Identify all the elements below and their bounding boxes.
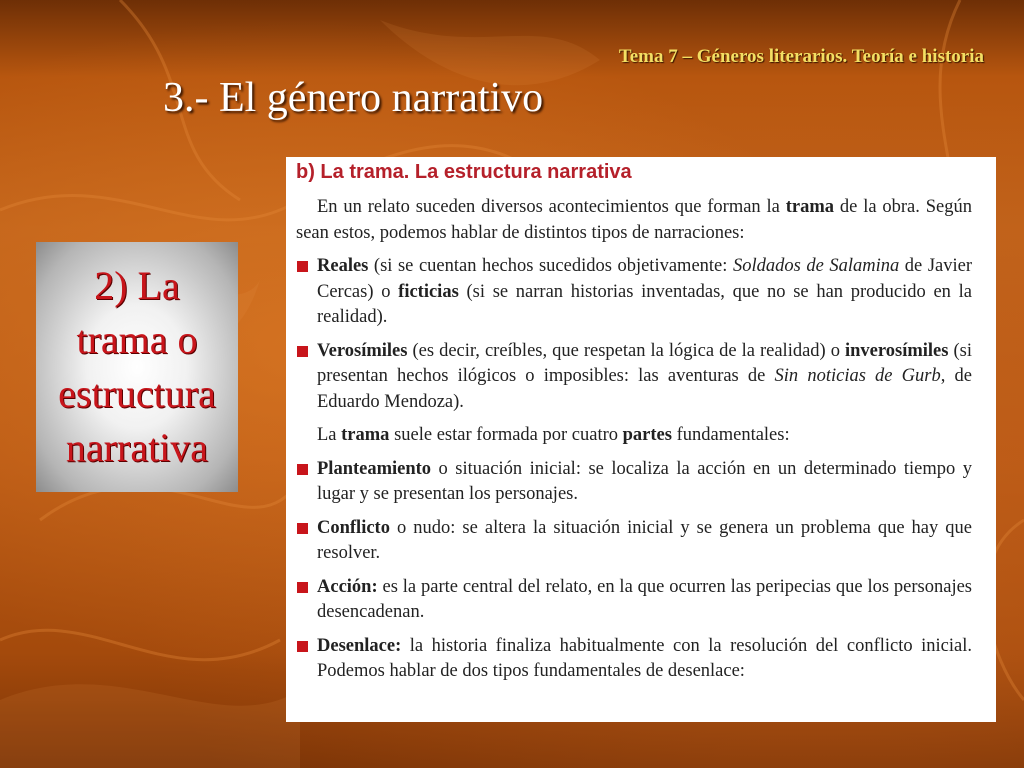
section-label [58,259,216,475]
section-label-line: trama o [76,317,198,362]
bullet-square-icon [297,582,308,593]
list-item: Planteamiento o situación inicial: se localiza la acción en un determinado tiempo y lugar y se presentan los personajes. [296,457,972,508]
list-item: Conflicto o nudo: se altera la situación inicial y se genera un problema que hay que resolver. [296,516,972,567]
list-item: Acción: es la parte central del relato, en la que ocurren las peripecias que los personajes desencadenan. [296,575,972,626]
slide-title: 3.- El género narrativo [163,75,544,121]
slide-header: Tema 7 – Géneros literarios. Teoría e historia [618,46,984,67]
textbook-excerpt [286,157,996,722]
bullet-square-icon [297,641,308,652]
bullet-square-icon [297,261,308,272]
middle-paragraph: La trama suele estar formada por cuatro partes fundamentales: [317,425,790,445]
list-item: Verosímiles (es decir, creíbles, que respetan la lógica de la realidad) o inverosímiles (si presentan hechos ilógicos o imposibles: las aventuras de Sin noticias de Gurb, de Eduardo Mendoza). [296,339,972,416]
bullet-square-icon [297,464,308,475]
section-label-box [36,242,238,492]
list-item: Desenlace: la historia finaliza habitualmente con la resolución del conflicto inicial. Podemos hablar de dos tipos fundamentales de desenlace: [296,634,972,685]
section-label-line: narrativa [65,425,209,470]
excerpt-heading: b) La trama. La estructura narrativa [296,161,632,183]
list-item: Reales (si se cuentan hechos sucedidos objetivamente: Soldados de Salamina de Javier Cercas) o ficticias (si se narran historias inventadas, que no se han producido en la realidad). [296,254,972,331]
bullet-square-icon [297,346,308,357]
section-label-line: estructura [58,371,216,416]
bullet-square-icon [297,523,308,534]
section-label-line: 2) La [94,263,180,308]
intro-paragraph: En un relato suceden diversos acontecimientos que forman la trama de la obra. Según sean estos, podemos hablar de distintos tipos de narraciones: [296,197,972,243]
